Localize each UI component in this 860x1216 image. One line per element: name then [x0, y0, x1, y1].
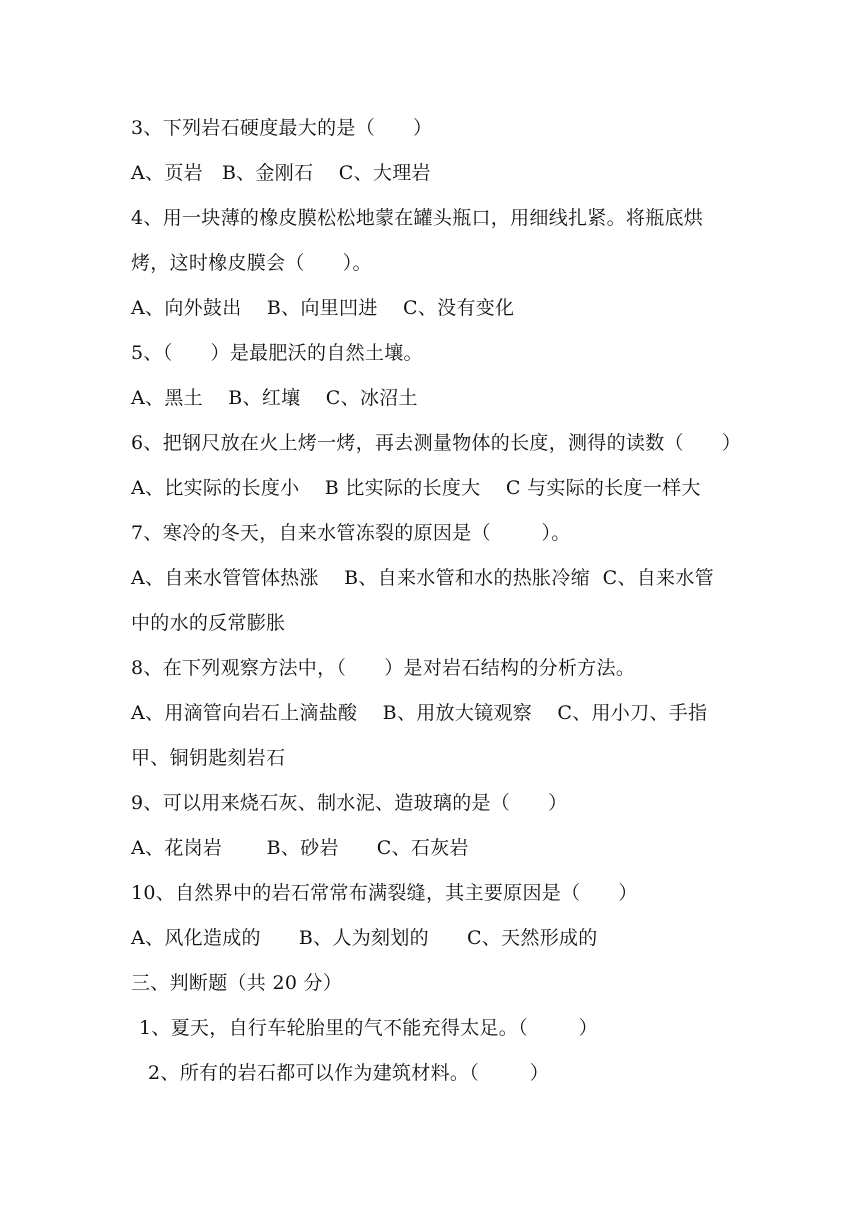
question-10: 10、自然界中的岩石常常布满裂缝，其主要原因是（ ）	[131, 882, 638, 904]
question-6: 6、把钢尺放在火上烤一烤，再去测量物体的长度，测得的读数（ ）	[131, 432, 742, 454]
question-7: 7、寒冷的冬天，自来水管冻裂的原因是（ ）。	[131, 522, 571, 544]
question-3: 3、下列岩石硬度最大的是（ ）	[131, 117, 433, 139]
question-6-options: A、比实际的长度小 B 比实际的长度大 C 与实际的长度一样大	[131, 477, 701, 499]
question-3-options: A、页岩 B、金刚石 C、大理岩	[131, 162, 431, 184]
question-7-options-line-1: A、自来水管管体热涨 B、自来水管和水的热胀冷缩 C、自来水管	[131, 567, 714, 589]
question-9-options: A、花岗岩 B、砂岩 C、石灰岩	[131, 837, 469, 859]
judgment-1: 1、夏天，自行车轮胎里的气不能充得太足。（ ）	[139, 1017, 598, 1039]
section-3-heading: 三、判断题（共 20 分）	[131, 972, 343, 994]
question-8-options-line-2: 甲、铜钥匙刻岩石	[131, 747, 286, 769]
question-10-options: A、风化造成的 B、人为刻划的 C、天然形成的	[131, 927, 598, 949]
judgment-2: 2、所有的岩石都可以作为建筑材料。（ ）	[148, 1062, 550, 1084]
question-9: 9、可以用来烧石灰、制水泥、造玻璃的是（ ）	[131, 792, 568, 814]
question-4-options: A、向外鼓出 B、向里凹进 C、没有变化	[131, 297, 515, 319]
question-8: 8、在下列观察方法中，（ ）是对岩石结构的分析方法。	[131, 657, 636, 679]
question-4-line-1: 4、用一块薄的橡皮膜松松地蒙在罐头瓶口，用细线扎紧。将瓶底烘	[131, 207, 704, 229]
question-7-options-line-2: 中的水的反常膨胀	[131, 612, 286, 634]
question-8-options-line-1: A、用滴管向岩石上滴盐酸 B、用放大镜观察 C、用小刀、手指	[131, 702, 708, 724]
question-5: 5、（ ）是最肥沃的自然土壤。	[131, 342, 423, 364]
question-4-line-2: 烤，这时橡皮膜会（ ）。	[131, 252, 372, 274]
question-5-options: A、黑土 B、红壤 C、冰沼土	[131, 387, 418, 409]
